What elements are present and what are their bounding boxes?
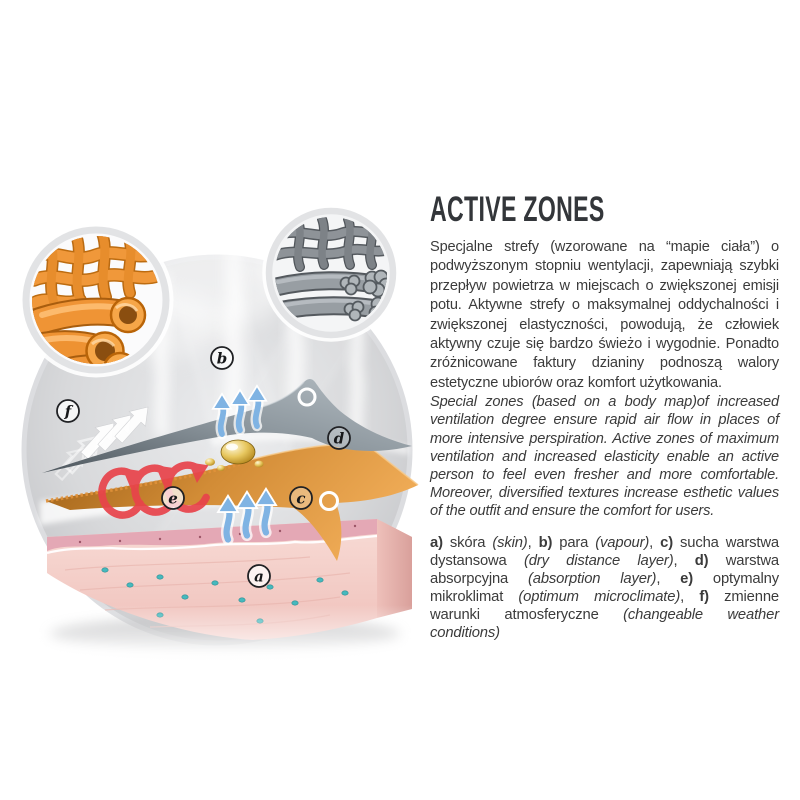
legend-pl-e: optymalny mikroklimat — [430, 570, 779, 605]
legend-pl-b: para — [552, 534, 596, 551]
legend-en-f: (changeable weather conditions) — [430, 606, 779, 641]
zone-label-f-letter: f — [64, 402, 72, 421]
zone-label-d — [328, 427, 350, 449]
legend-sep-e: , — [680, 588, 700, 605]
legend-pl-d: warstwa absorpcyjna — [430, 552, 779, 587]
zone-label-a-letter: a — [254, 567, 264, 586]
zone-label-c — [290, 487, 312, 509]
legend-pl-a: skóra — [442, 534, 493, 551]
legend-key-d: d) — [694, 552, 709, 569]
legend-en-c: (dry distance layer) — [523, 552, 674, 569]
legend-sep-a: , — [527, 534, 539, 551]
legend-sep-c: , — [673, 552, 695, 569]
zone-label-e-letter: e — [168, 489, 178, 508]
legend — [430, 534, 779, 642]
intro-paragraph-en: Special zones (based on a body map)of increased ventilation degree ensure rapid air flow in places of more intensive perspiration. Active zones of maximum ventilation and increased elasticity enable an active person to feel even fresher and more comfortable. Moreover, diversified textures increase esthetic values of the outfit and ensure the comfort for users. — [430, 394, 779, 520]
legend-key-c: c) — [660, 534, 673, 551]
text-column — [430, 190, 779, 642]
legend-item-a — [430, 535, 539, 551]
inset-absorption-zoom — [265, 207, 399, 339]
fabric-layers-diagram — [10, 185, 450, 675]
zone-label-b-letter: b — [216, 349, 228, 368]
page-title: ACTIVE ZONES — [430, 190, 605, 229]
bottom-fade — [10, 605, 450, 675]
legend-key-f: f) — [699, 588, 709, 605]
legend-en-d: (absorption layer) — [528, 570, 657, 587]
legend-sep-b: , — [649, 534, 661, 551]
legend-pl-c: sucha warstwa dystansowa — [430, 534, 779, 569]
legend-key-a: a) — [430, 534, 443, 551]
legend-pl-f: zmienne warunki atmosferyczne — [430, 588, 779, 623]
zone-label-f — [57, 400, 79, 422]
intro-paragraph-pl: Specjalne strefy (wzorowane na “mapie ciała”) o podwyższonym stopniu wentylacji, zapewniają szybki przepływ powietrza w miejscach o zwiększonej emisji potu. Aktywne strefy o maksymalnej oddychalności i zwiększonej elastyczności, powodują, że człowiek aktywny czuje się bardzo świeżo i wygodnie. Ponadto zróżnicowane faktury dzianiny podnoszą walory estetyczne ubiorów oraz komfort użytkowania. — [430, 239, 779, 391]
vapour-arrows-lower — [218, 489, 276, 540]
zone-label-a — [248, 565, 270, 587]
legend-en-e: (optimum microclimate) — [518, 588, 681, 605]
zone-label-e — [162, 487, 184, 509]
legend-en-b: (vapour) — [595, 534, 650, 551]
legend-sep-d: , — [656, 570, 681, 587]
legend-en-a: (skin) — [492, 534, 528, 551]
zone-label-c-letter: c — [296, 489, 306, 508]
legend-key-e: e) — [680, 570, 694, 587]
legend-key-b: b) — [538, 534, 553, 551]
legend-item-b — [539, 535, 661, 551]
zone-label-b — [211, 347, 233, 369]
zone-label-d-letter: d — [333, 429, 345, 448]
